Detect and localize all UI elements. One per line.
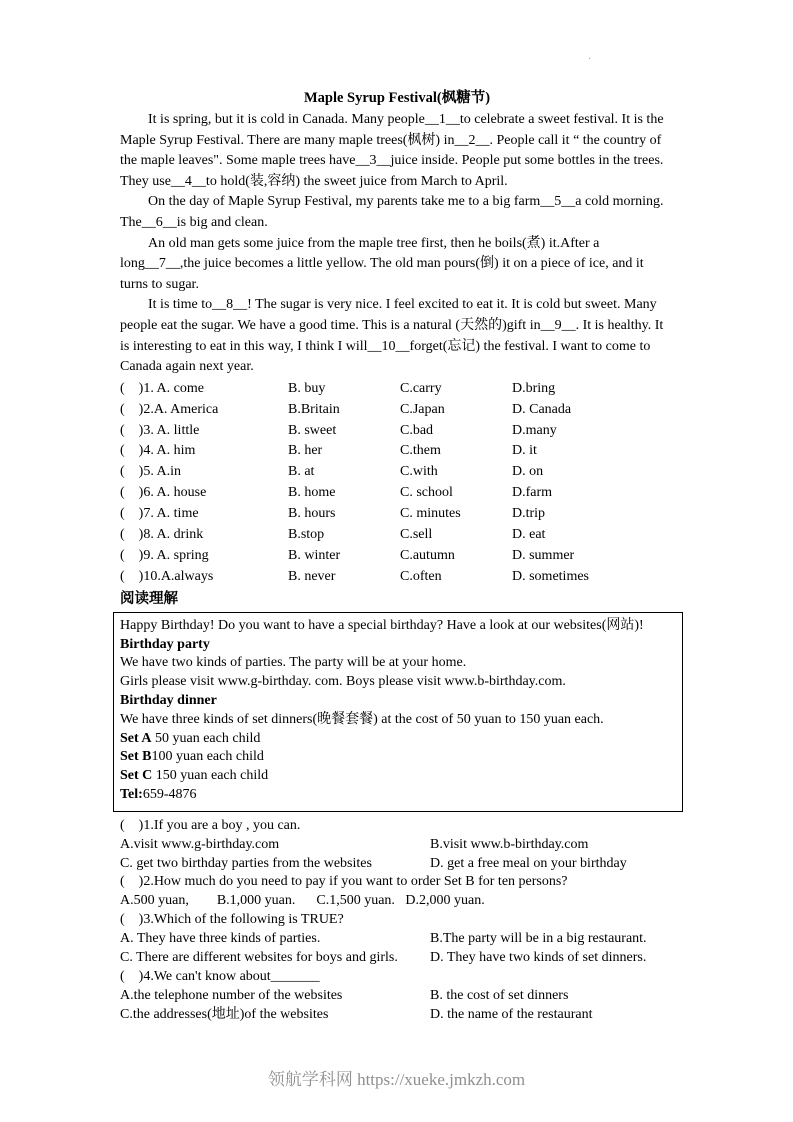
cloze-option-c: C.bad: [400, 422, 434, 438]
cloze-option-d: D.bring: [512, 380, 556, 396]
cloze-option-d: D. on: [512, 464, 544, 480]
reading-questions: [120, 817, 674, 1025]
cloze-option-b: B. at: [288, 464, 315, 480]
option-c: C. There are different websites for boys and girls.: [120, 950, 398, 966]
option-c: C.the addresses(地址)of the websites: [120, 1006, 329, 1022]
question-1-stem: [120, 817, 674, 836]
question-text: [568, 873, 674, 892]
cloze-row-7: [120, 504, 674, 525]
box-line-bold: Tel:: [120, 786, 143, 802]
box-line-bold: Set B: [120, 749, 152, 765]
box-line-text: 100 yuan each child: [151, 749, 264, 765]
cloze-option-a: ( )6. A. house: [120, 485, 207, 501]
cloze-option-b: B. never: [288, 568, 336, 584]
cloze-option-b: B.Britain: [288, 401, 340, 417]
cloze-paragraph-4: It is time to__8__! The sugar is very nice. I feel excited to eat it. It is cold but sweet. Many people eat the sugar. We have a good time. This is a natural (天然的)gift in__9__. It is healthy. It is interesting to eat in this way, I think I will__10__forget(忘记) the festival. I want to come to Canada again next year.: [120, 297, 664, 375]
question-text: [300, 817, 674, 836]
cloze-option-b: B. sweet: [288, 422, 337, 438]
question-3-options-ab: [120, 930, 674, 949]
cloze-option-c: C.often: [400, 568, 442, 584]
box-line-tel: [120, 786, 676, 805]
question-text: ( )2.How much do you need to pay if you want to order Set B for ten persons?: [120, 874, 568, 890]
box-line-set-c: [120, 767, 676, 786]
cloze-option-d: D. Canada: [512, 401, 572, 417]
option-d: D. the name of the restaurant: [430, 1006, 593, 1022]
cloze-row-10: [120, 567, 674, 588]
stray-mark: ·: [588, 54, 592, 65]
option-a: A.visit www.g-birthday.com: [120, 836, 280, 852]
cloze-paragraph-3: An old man gets some juice from the maple tree first, then he boils(煮) it.After a long__7__,the juice becomes a little yellow. The old man pours(倒) it on a piece of ice, and it turns to sugar.: [120, 235, 644, 292]
box-line-text: Girls please visit www.g-birthday. com. Boys please visit www.b-birthday.com.: [120, 674, 566, 690]
cloze-option-b: B. winter: [288, 547, 341, 563]
options-abcd: A.500 yuan, B.1,000 yuan. C.1,500 yuan. D.2,000 yuan.: [120, 893, 485, 909]
option-d: D. get a free meal on your birthday: [430, 855, 627, 871]
box-line-text: We have three kinds of set dinners(晚餐套餐) at the cost of 50 yuan to 150 yuan each.: [120, 711, 604, 727]
reading-passage-box: [113, 612, 683, 812]
box-line-intro: [120, 617, 676, 636]
box-line-party-heading: [120, 636, 676, 655]
worksheet-title: Maple Syrup Festival(枫糖节): [303, 90, 491, 106]
cloze-option-b: B.stop: [288, 527, 325, 543]
cloze-option-c: C.Japan: [400, 401, 445, 417]
box-line-text: Happy Birthday! Do you want to have a special birthday? Have a look at our websites(网站)!: [120, 617, 644, 633]
option-b: B.The party will be in a big restaurant.: [430, 931, 647, 947]
cloze-option-a: ( )10.A.always: [120, 568, 214, 584]
cloze-option-c: C. minutes: [400, 506, 461, 522]
question-4-stem: [120, 968, 674, 987]
cloze-option-a: ( )1. A. come: [120, 380, 204, 396]
option-b: B. the cost of set dinners: [430, 987, 569, 1003]
box-line-bold: Set C: [120, 768, 153, 784]
box-line-text: We have two kinds of parties. The party will be at your home.: [120, 655, 467, 671]
box-line-text: 659-4876: [142, 786, 197, 802]
question-3-stem: [120, 911, 674, 930]
question-3-options-cd: [120, 949, 674, 968]
box-line-set-b: [120, 748, 676, 767]
cloze-option-d: D. sometimes: [512, 568, 589, 584]
cloze-option-a: ( )2.A. America: [120, 401, 219, 417]
question-4-options-ab: [120, 987, 674, 1006]
cloze-option-c: C.autumn: [400, 547, 455, 563]
cloze-option-a: ( )8. A. drink: [120, 527, 204, 543]
option-c: C. get two birthday parties from the websites: [120, 855, 372, 871]
cloze-paragraph-1: It is spring, but it is cold in Canada. Many people__1__to celebrate a sweet festival. It is the Maple Syrup Festival. There are many maple trees(枫树) in__2__. People call it “ the country of the maple leaves". Some maple trees have__3__juice inside. People put some bottles in the trees. They use__4__to hold(装,容纳) the sweet juice from March to April.: [120, 112, 664, 189]
box-line-text: 50 yuan each child: [151, 730, 261, 746]
box-line-text: 150 yuan each child: [152, 768, 269, 784]
cloze-option-c: C.them: [400, 443, 441, 459]
cloze-row-5: [120, 462, 674, 483]
cloze-option-b: B. home: [288, 485, 336, 501]
cloze-option-b: B. her: [288, 443, 323, 459]
cloze-option-c: C.carry: [400, 380, 442, 396]
option-b: B.visit www.b-birthday.com: [430, 836, 589, 852]
cloze-option-c: C.sell: [400, 527, 433, 543]
cloze-row-4: [120, 441, 674, 462]
cloze-option-a: ( )4. A. him: [120, 443, 196, 459]
box-line-websites: [120, 673, 676, 692]
cloze-option-c: C. school: [400, 485, 453, 501]
cloze-row-6: [120, 483, 674, 504]
cloze-options-list: [120, 379, 674, 588]
cloze-option-b: B. buy: [288, 380, 326, 396]
cloze-option-a: ( )3. A. little: [120, 422, 200, 438]
cloze-option-a: ( )5. A.in: [120, 464, 182, 480]
box-line-dinner-heading: [120, 692, 676, 711]
box-line-bold: Birthday dinner: [120, 692, 217, 708]
cloze-option-d: D.farm: [512, 485, 553, 501]
cloze-row-8: [120, 525, 674, 546]
cloze-row-1: [120, 379, 674, 400]
cloze-option-c: C.with: [400, 464, 438, 480]
question-4-options-cd: [120, 1006, 674, 1025]
cloze-option-a: ( )7. A. time: [120, 506, 199, 522]
cloze-option-d: D.many: [512, 422, 557, 438]
question-2-options: [120, 892, 674, 911]
cloze-row-3: [120, 421, 674, 442]
cloze-option-d: D.trip: [512, 506, 546, 522]
box-line-bold: Birthday party: [120, 636, 210, 652]
cloze-option-b: B. hours: [288, 506, 336, 522]
box-line-set-a: [120, 730, 676, 749]
box-line-bold: Set A: [120, 730, 152, 746]
cloze-option-d: D. eat: [512, 527, 546, 543]
cloze-paragraph-2: On the day of Maple Syrup Festival, my parents take me to a big farm__5__a cold morning. The__6__is big and clean.: [120, 194, 664, 230]
option-a: A. They have three kinds of parties.: [120, 931, 321, 947]
box-line-party-text: [120, 654, 676, 673]
option-a: A.the telephone number of the websites: [120, 987, 343, 1003]
reading-section-heading: 阅读理解: [120, 590, 178, 607]
question-1-options-cd: [120, 855, 674, 874]
cloze-option-d: D. it: [512, 443, 537, 459]
question-text: ( )1.If you are a boy , you can.: [120, 817, 301, 833]
question-2-stem: [120, 873, 674, 892]
option-d: D. They have two kinds of set dinners.: [430, 950, 647, 966]
question-text: [320, 968, 674, 987]
cloze-option-d: D. summer: [512, 547, 575, 563]
cloze-option-a: ( )9. A. spring: [120, 547, 209, 563]
box-line-dinner-text: [120, 711, 676, 730]
question-text: ( )3.Which of the following is TRUE?: [120, 912, 344, 928]
question-1-options-ab: [120, 836, 674, 855]
worksheet-content: [120, 88, 674, 1025]
cloze-row-2: [120, 400, 674, 421]
question-text: ( )4.We can't know about_______: [120, 969, 320, 984]
site-watermark: 领航学科网 https://xueke.jmkzh.com: [267, 1070, 526, 1089]
cloze-row-9: [120, 546, 674, 567]
options-rest: [485, 892, 674, 911]
question-text: [344, 911, 674, 930]
